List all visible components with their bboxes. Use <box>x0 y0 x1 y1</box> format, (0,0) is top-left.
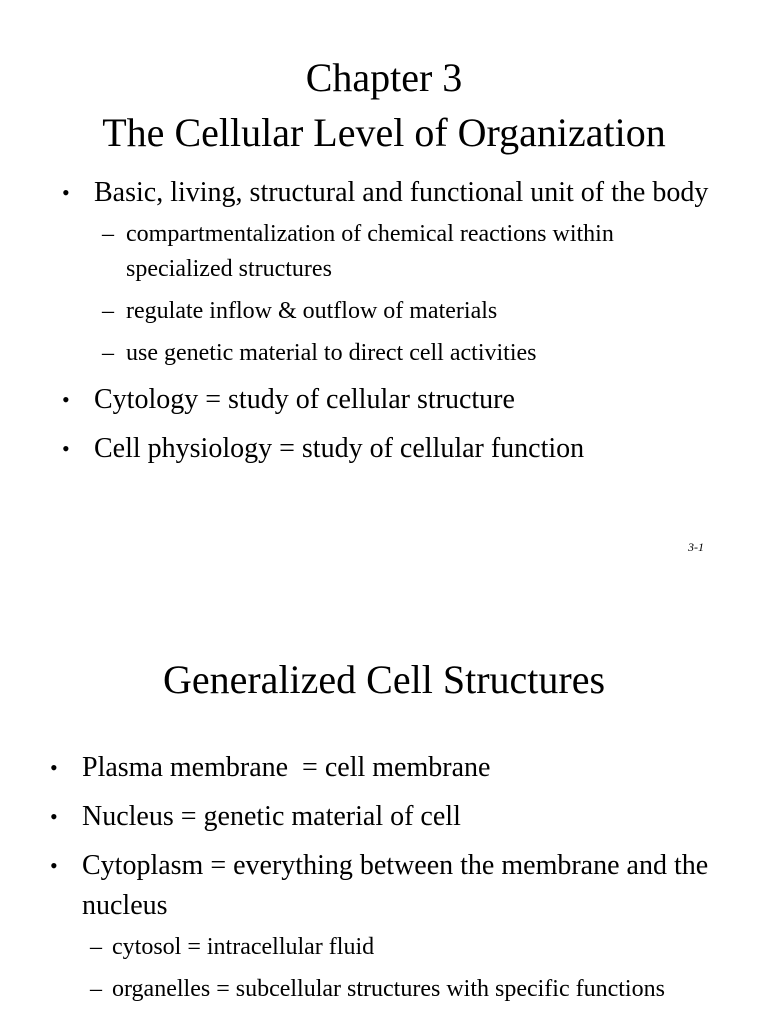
sub-bullet-text: organelles = subcellular structures with specific functions <box>112 976 665 1002</box>
sub-bullet-text: regulate inflow & outflow of materials <box>126 298 498 324</box>
list-item <box>44 846 756 1006</box>
title-line-2: The Cellular Level of Organization <box>102 110 666 155</box>
sub-bullet-list <box>82 930 756 1006</box>
dash-icon: – <box>90 934 102 960</box>
slide-title: Generalized Cell Structures <box>162 657 606 702</box>
bullet-icon: • <box>62 180 70 205</box>
bullet-icon: • <box>62 436 70 461</box>
list-item <box>82 972 756 1006</box>
sub-bullet-text: use genetic material to direct cell activities <box>126 340 537 366</box>
dash-icon: – <box>102 340 114 366</box>
sub-bullet-text: compartmentalization of chemical reactions within specialized structures <box>126 221 614 282</box>
bullet-text: Plasma membrane = cell membrane <box>82 752 491 783</box>
bullet-icon: • <box>62 387 70 412</box>
list-item <box>56 380 716 420</box>
list-item <box>82 930 756 964</box>
dash-icon: – <box>102 221 114 247</box>
bullet-icon: • <box>50 853 58 878</box>
sub-bullet-list <box>94 217 716 371</box>
dash-icon: – <box>102 298 114 324</box>
dash-icon: – <box>90 976 102 1002</box>
title-line-1: Chapter 3 <box>305 55 463 100</box>
bullet-text: Cell physiology = study of cellular function <box>94 433 585 464</box>
sub-bullet-text: cytosol = intracellular fluid <box>112 934 375 960</box>
bullet-text: Basic, living, structural and functional unit of the body <box>94 177 709 208</box>
list-item <box>56 173 716 371</box>
bullet-text: Cytology = study of cellular structure <box>94 384 515 415</box>
slide-generalized-cell-structures <box>0 580 768 1024</box>
bullet-text: Nucleus = genetic material of cell <box>82 801 461 832</box>
list-item <box>44 748 756 788</box>
slide-title <box>0 50 768 160</box>
bullet-list <box>56 173 716 478</box>
bullet-text: Cytoplasm = everything between the membrane and the nucleus <box>82 850 709 921</box>
bullet-icon: • <box>50 804 58 829</box>
list-item <box>94 217 716 287</box>
bullet-icon: • <box>50 755 58 780</box>
slide-number: 3-1 <box>688 540 704 554</box>
list-item <box>94 336 716 371</box>
list-item <box>94 294 716 329</box>
list-item <box>56 429 716 469</box>
bullet-list <box>44 748 756 1015</box>
list-item <box>44 797 756 837</box>
